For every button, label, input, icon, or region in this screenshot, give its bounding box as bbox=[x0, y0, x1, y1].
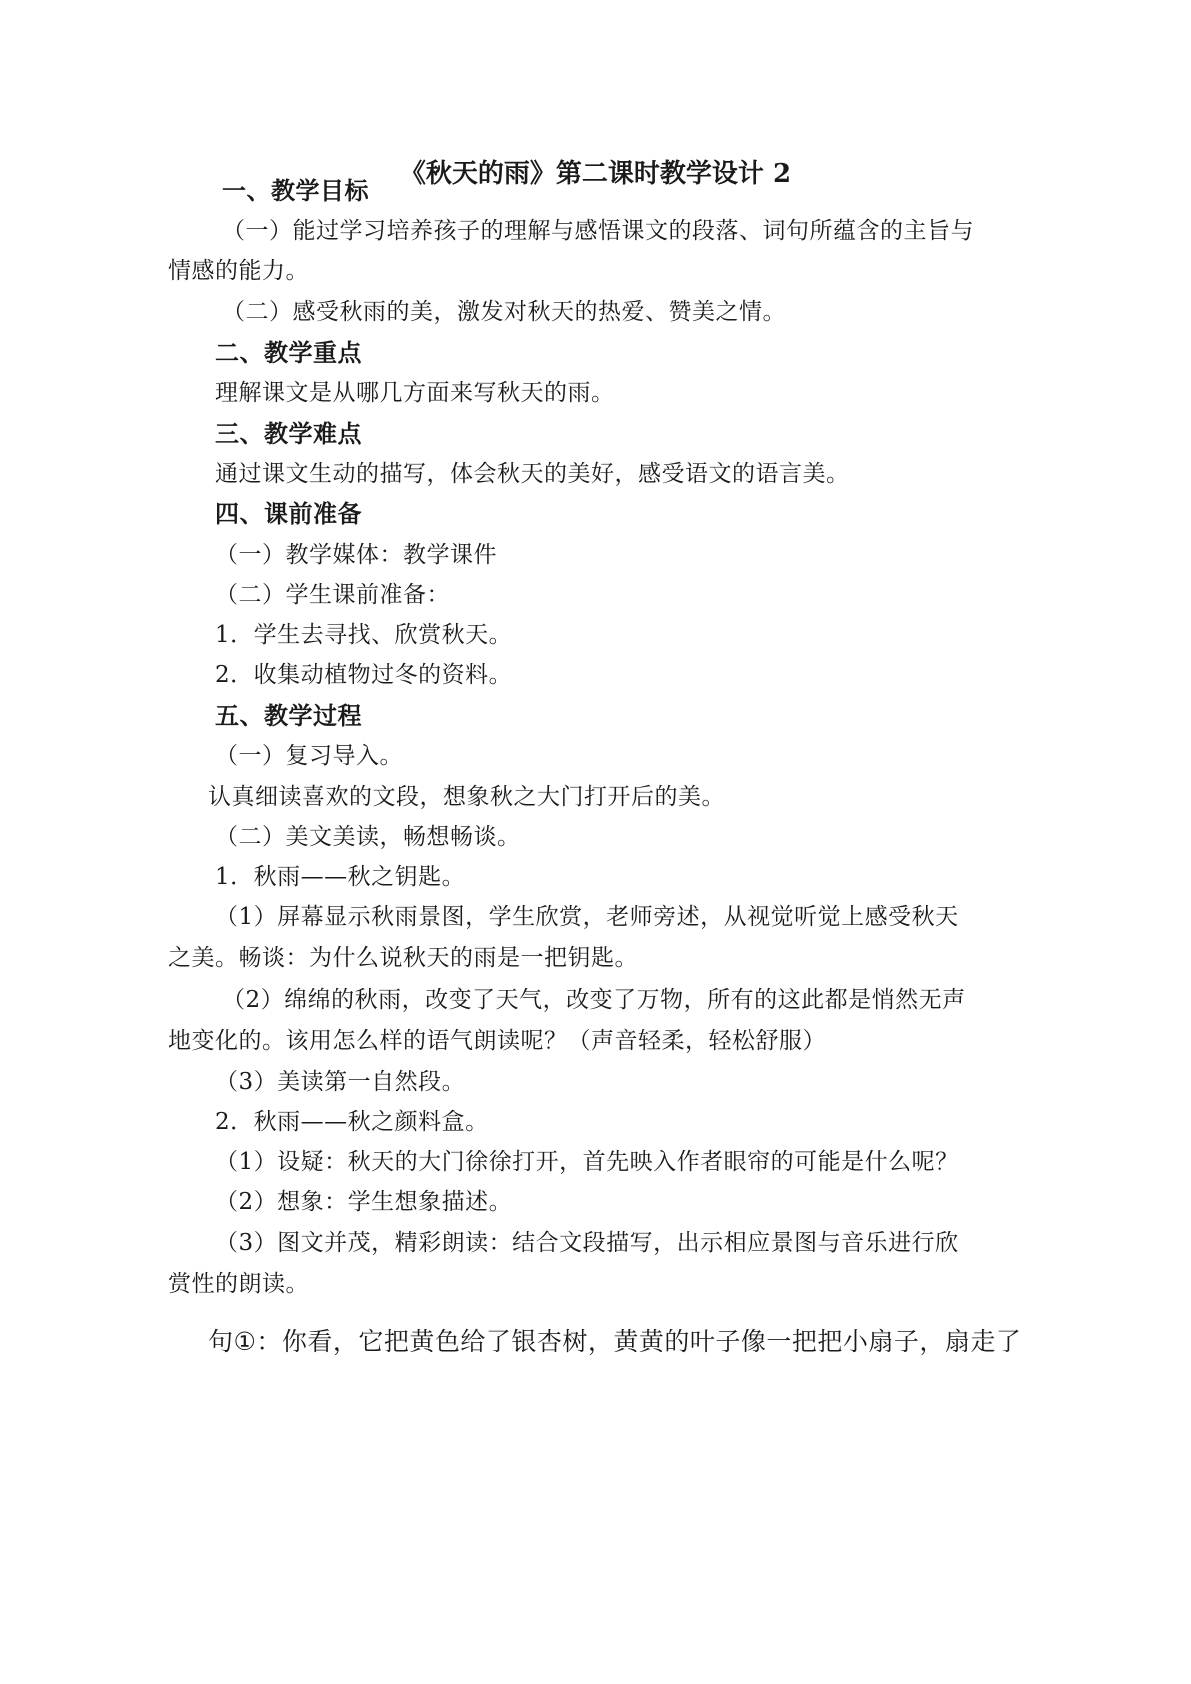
section-heading-objectives: 一、教学目标 bbox=[222, 176, 369, 205]
paragraph-line: （1）屏幕显示秋雨景图，学生欣赏，老师旁述，从视觉听觉上感受秋天 bbox=[215, 904, 959, 930]
paragraph-line: 之美。畅谈：为什么说秋天的雨是一把钥匙。 bbox=[168, 945, 638, 971]
paragraph-line: （3）图文并茂，精彩朗读：结合文段描写，出示相应景图与音乐进行欣 bbox=[215, 1230, 959, 1256]
paragraph-line: 情感的能力。 bbox=[168, 258, 309, 284]
paragraph-line: 地变化的。该用怎么样的语气朗读呢？（声音轻柔，轻松舒服） bbox=[168, 1028, 826, 1054]
section-heading-process: 五、教学过程 bbox=[215, 701, 362, 730]
paragraph-line: （一）能过学习培养孩子的理解与感悟课文的段落、词句所蕴含的主旨与 bbox=[222, 218, 974, 244]
paragraph-line: 通过课文生动的描写，体会秋天的美好，感受语文的语言美。 bbox=[215, 461, 850, 487]
list-item: 2．秋雨——秋之颜料盒。 bbox=[215, 1109, 489, 1135]
section-heading-preparation: 四、课前准备 bbox=[215, 499, 362, 528]
paragraph-line: （一）教学媒体：教学课件 bbox=[215, 542, 497, 568]
section-heading-difficulties: 三、教学难点 bbox=[215, 419, 362, 448]
paragraph-line: 赏性的朗读。 bbox=[168, 1271, 309, 1297]
paragraph-line: （一）复习导入。 bbox=[215, 743, 403, 769]
quoted-sentence: 句①：你看，它把黄色给了银杏树，黄黄的叶子像一把把小扇子，扇走了 bbox=[208, 1327, 1022, 1356]
paragraph-line: 理解课文是从哪几方面来写秋天的雨。 bbox=[215, 380, 615, 406]
document-title: 《秋天的雨》第二课时教学设计 2 bbox=[399, 159, 792, 189]
list-item: 2．收集动植物过冬的资料。 bbox=[215, 662, 513, 688]
paragraph-line: （二）感受秋雨的美，激发对秋天的热爱、赞美之情。 bbox=[222, 299, 786, 325]
paragraph-line: （2）绵绵的秋雨，改变了天气，改变了万物，所有的这此都是悄然无声 bbox=[222, 987, 966, 1013]
section-heading-key-points: 二、教学重点 bbox=[215, 338, 362, 367]
paragraph-line: （二）学生课前准备： bbox=[215, 582, 450, 608]
paragraph-line: （1）设疑：秋天的大门徐徐打开，首先映入作者眼帘的可能是什么呢？ bbox=[215, 1149, 959, 1175]
paragraph-line: （3）美读第一自然段。 bbox=[215, 1069, 466, 1095]
paragraph-line: 认真细读喜欢的文段，想象秋之大门打开后的美。 bbox=[208, 784, 725, 810]
paragraph-line: （二）美文美读，畅想畅谈。 bbox=[215, 824, 521, 850]
list-item: 1．秋雨——秋之钥匙。 bbox=[215, 864, 466, 890]
paragraph-line: （2）想象：学生想象描述。 bbox=[215, 1189, 513, 1215]
list-item: 1．学生去寻找、欣赏秋天。 bbox=[215, 622, 513, 648]
